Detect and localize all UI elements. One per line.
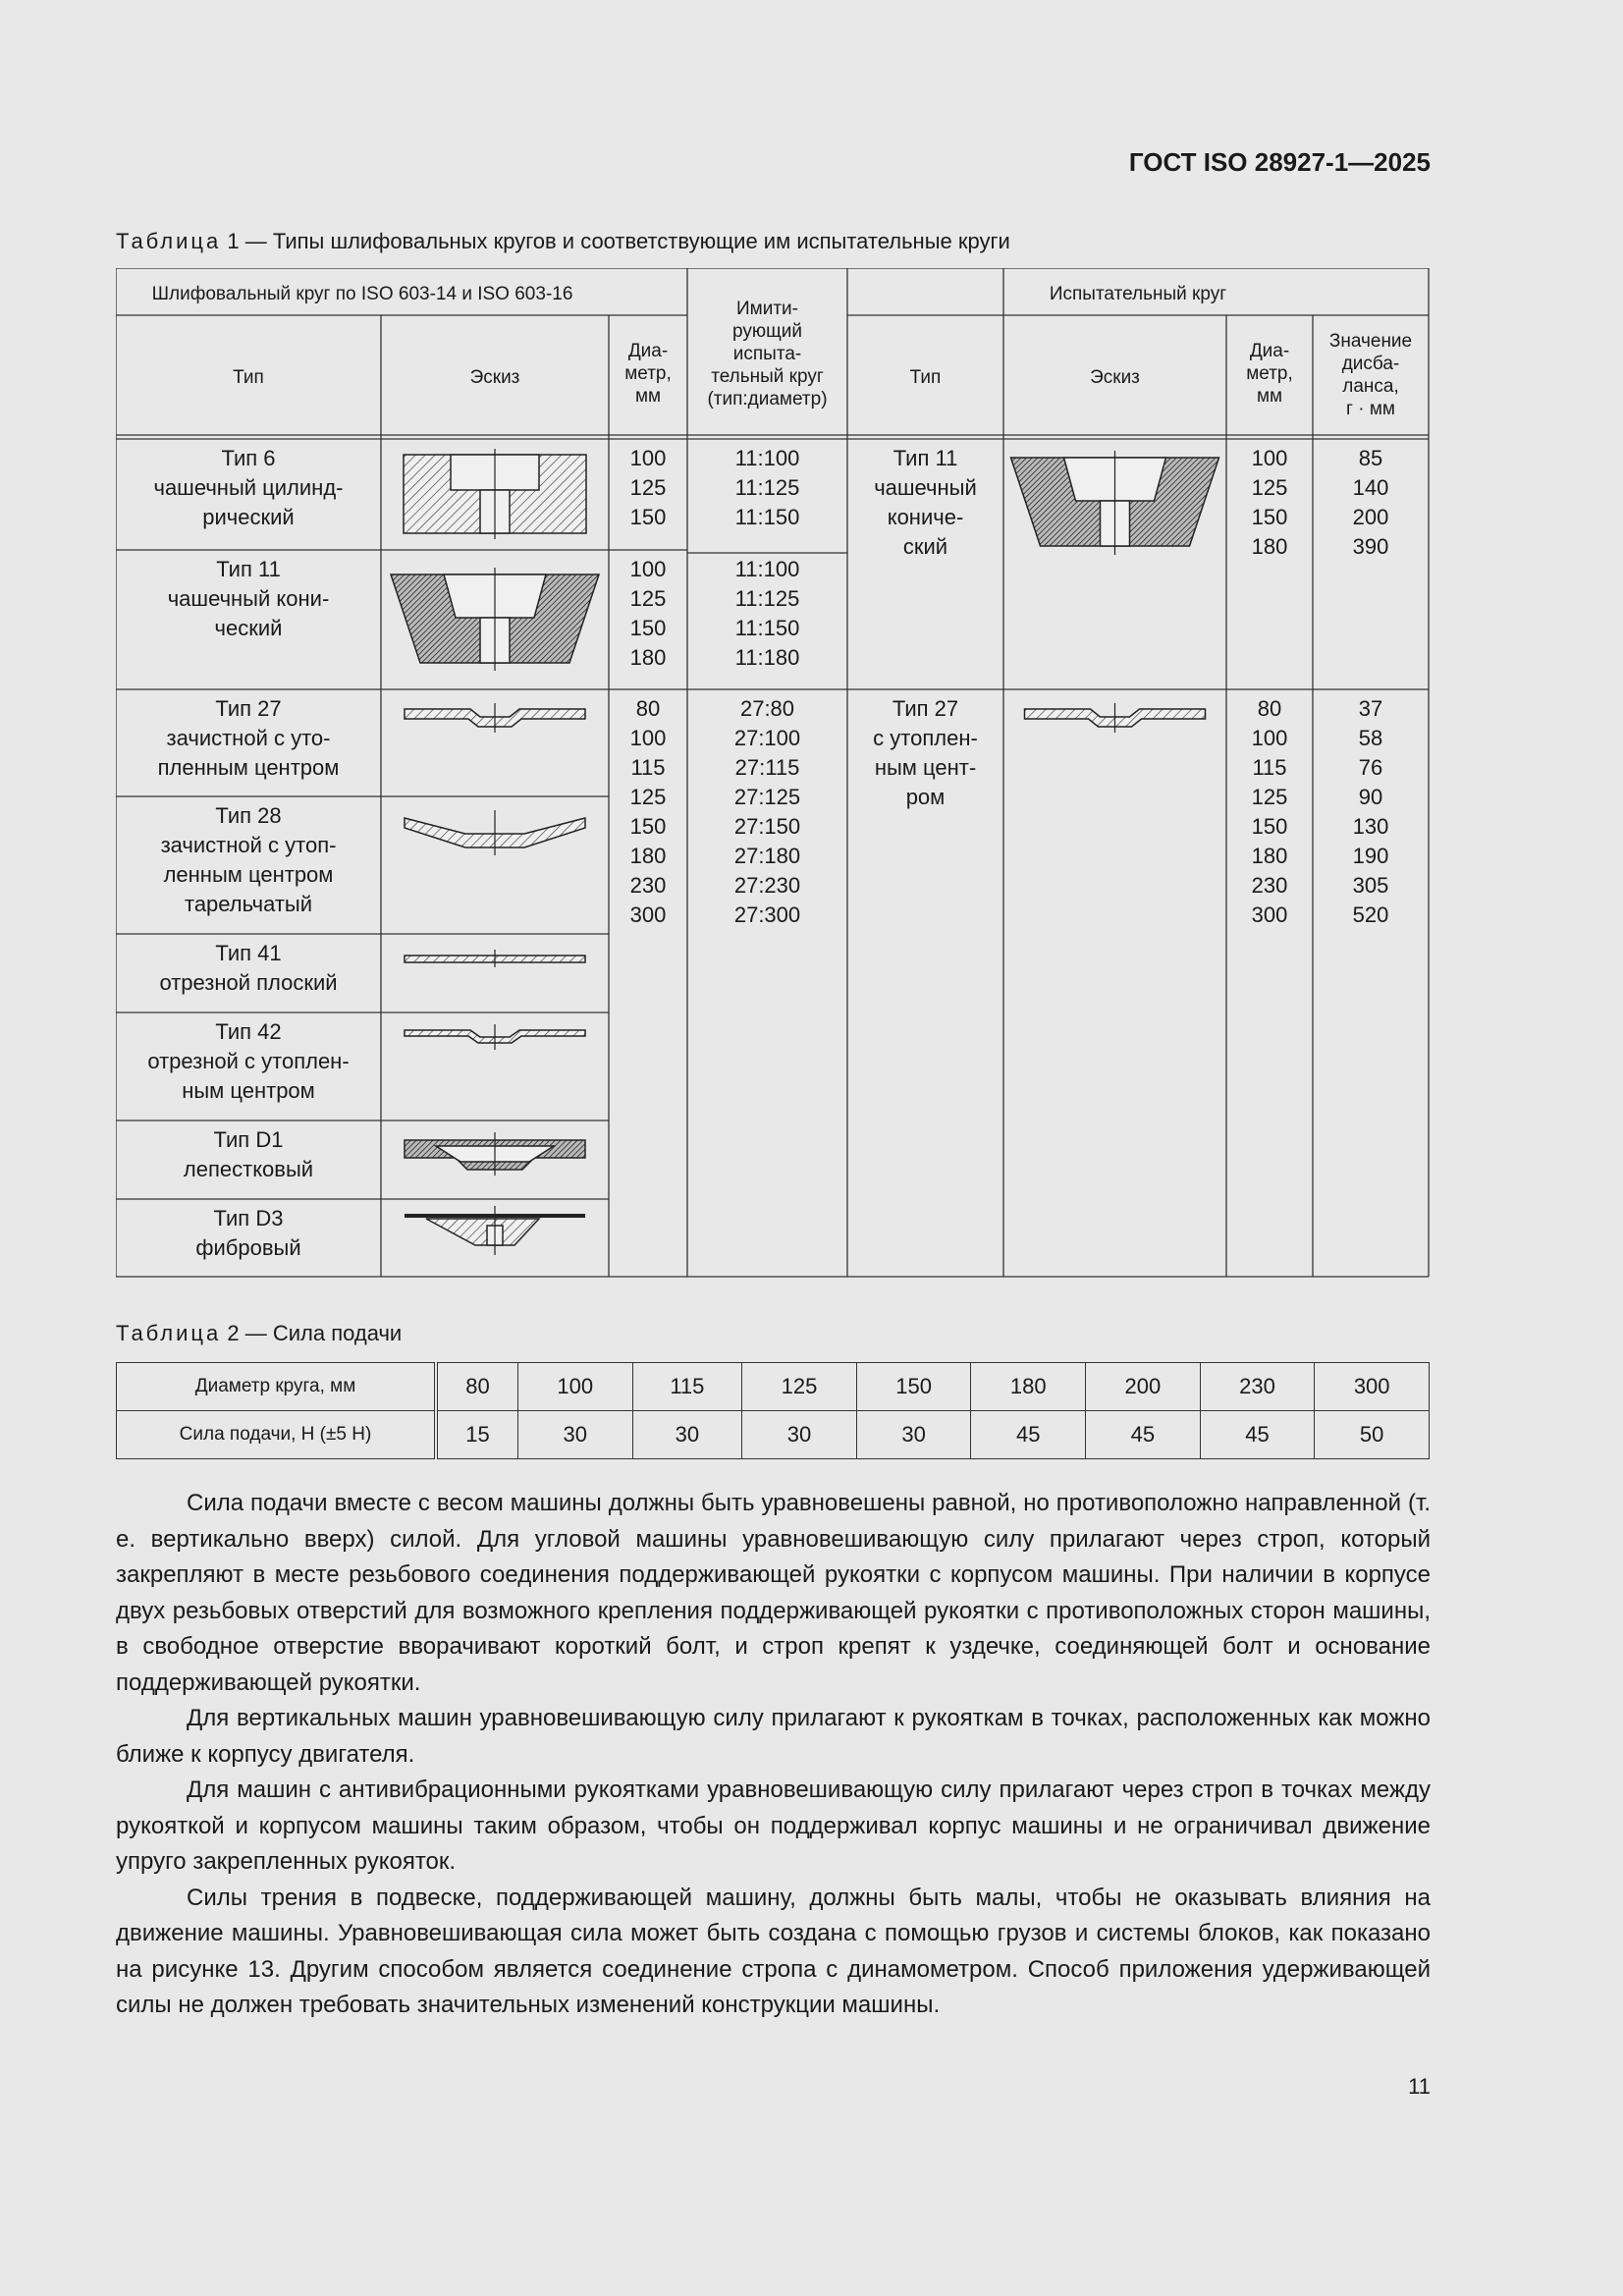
wheel-diameter: 150 xyxy=(629,505,667,529)
table2-caption-label: Таблица xyxy=(116,1321,222,1345)
feed-force-cell: 15 xyxy=(436,1411,517,1459)
wheel-diameter: 125 xyxy=(629,586,667,611)
test-wheel-diameter: 125 xyxy=(1251,785,1288,809)
test-wheel-diameter: 150 xyxy=(1251,814,1288,839)
body-text xyxy=(116,1486,1431,2024)
imitating-wheel: 11:180 xyxy=(734,645,800,670)
test-wheel-diameter: 125 xyxy=(1251,475,1288,500)
header-diameter: метр, xyxy=(624,363,672,384)
wheel-diameter: 80 xyxy=(635,696,661,721)
imitating-wheel: 11:100 xyxy=(734,557,800,581)
diameter-cell: 180 xyxy=(971,1363,1086,1411)
wheel-type-label: Тип 42 xyxy=(215,1019,282,1044)
imbalance-value: 37 xyxy=(1358,696,1383,721)
test-wheel-type-label: кониче- xyxy=(887,505,964,529)
test-wheel-diameter: 80 xyxy=(1257,696,1282,721)
wheel-diameter: 150 xyxy=(629,616,667,640)
feed-force-cell: 45 xyxy=(1200,1411,1315,1459)
table2-feed-force xyxy=(116,1362,1430,1459)
header-grinding-wheel-group: Шлифовальный круг по ISO 603-14 и ISO 603-16 xyxy=(151,284,573,304)
wheel-type-label: чашечный кони- xyxy=(167,586,330,611)
header-imitating-wheel: рующий xyxy=(732,321,802,342)
feed-force-cell: 45 xyxy=(971,1411,1086,1459)
table2-caption xyxy=(116,1321,402,1346)
test-wheel-type-label: чашечный xyxy=(874,475,977,500)
wheel-diameter: 300 xyxy=(629,902,667,927)
header-diameter: Диа- xyxy=(627,341,669,361)
wheel-type-label: Тип 27 xyxy=(215,696,282,721)
header-imitating-wheel: (тип:диаметр) xyxy=(707,389,828,410)
imbalance-value: 140 xyxy=(1352,475,1389,500)
header-test-diameter: мм xyxy=(1256,386,1283,407)
wheel-type-label: фибровый xyxy=(195,1235,301,1260)
table2-caption-text: 2 — Сила подачи xyxy=(227,1321,403,1345)
wheel-diameter: 125 xyxy=(629,785,667,809)
test-wheel-type-label: с утоплен- xyxy=(873,726,978,750)
imitating-wheel: 11:150 xyxy=(734,616,800,640)
imitating-wheel: 27:115 xyxy=(734,755,800,780)
imbalance-value: 305 xyxy=(1352,873,1389,898)
wheel-type-label: Тип D3 xyxy=(213,1206,284,1230)
diameter-cell: 115 xyxy=(632,1363,742,1411)
imitating-wheel: 11:125 xyxy=(734,475,800,500)
imbalance-value: 200 xyxy=(1352,505,1389,529)
wheel-type-label: зачистной с утоп- xyxy=(160,833,337,857)
page-number: 11 xyxy=(1408,2074,1431,2099)
table1 xyxy=(116,268,1432,1280)
table-row xyxy=(117,1363,1430,1411)
wheel-type-label: отрезной с утоплен- xyxy=(147,1049,350,1073)
header-test-type: Тип xyxy=(909,367,942,388)
table1-caption-text: 1 — Типы шлифовальных кругов и соответствующие им испытательные круги xyxy=(227,229,1010,253)
diameter-cell: 230 xyxy=(1200,1363,1315,1411)
paragraph: Силы трения в подвеске, поддерживающей машину, должны быть малы, чтобы не оказывать влияния на движение машины. Уравновешивающая сила может быть создана с помощью грузов и системы блоков, как показано на рисунке 13. Другим способом является соединение стропа с динамометром. Способ приложения удерживающей силы не должен требовать значительных изменений конструкции машины. xyxy=(116,1884,1431,2018)
table-row xyxy=(117,1411,1430,1459)
diameter-cell: 200 xyxy=(1086,1363,1201,1411)
test-wheel-diameter: 180 xyxy=(1251,844,1288,868)
header-test-sketch: Эскиз xyxy=(1090,367,1140,388)
test-wheel-diameter: 115 xyxy=(1252,755,1287,780)
test-wheel-diameter: 300 xyxy=(1251,902,1288,927)
wheel-type-label: Тип 11 xyxy=(216,557,281,581)
test-wheel-type-label: ром xyxy=(905,785,946,809)
header-imbalance: Значение xyxy=(1328,331,1413,352)
header-imbalance: ланса, xyxy=(1342,376,1399,397)
standard-code: ГОСТ ISO 28927-1—2025 xyxy=(1128,147,1431,177)
header-test-diameter: Диа- xyxy=(1249,341,1290,361)
test-wheel-type-label: ский xyxy=(902,534,948,559)
wheel-type-label: зачистной с уто- xyxy=(166,726,331,750)
imbalance-value: 130 xyxy=(1352,814,1389,839)
header-imitating-wheel: Имити- xyxy=(736,299,798,319)
header-imitating-wheel: тельный круг xyxy=(711,366,824,387)
wheel-diameter: 150 xyxy=(629,814,667,839)
imitating-wheel: 27:180 xyxy=(733,844,801,868)
imitating-wheel: 11:150 xyxy=(734,505,800,529)
wheel-type-label: ческий xyxy=(214,616,283,640)
wheel-type-label: отрезной плоский xyxy=(159,970,338,995)
fibre-disc-backing xyxy=(426,1219,539,1245)
imbalance-value: 90 xyxy=(1358,785,1383,809)
imitating-wheel: 27:300 xyxy=(733,902,801,927)
wheel-diameter: 180 xyxy=(629,844,667,868)
imitating-wheel: 27:125 xyxy=(733,785,801,809)
paragraph: Для вертикальных машин уравновешивающую силу прилагают к рукояткам в точках, расположенных как можно ближе к корпусу двигателя. xyxy=(116,1705,1431,1768)
row-label-diameter: Диаметр круга, мм xyxy=(117,1363,437,1411)
header-sketch: Эскиз xyxy=(469,367,520,388)
paragraph: Для машин с антивибрационными рукоятками уравновешивающую силу прилагают через строп в точках между рукояткой и корпусом машины таким образом, чтобы он поддерживал корпус машины и не ограничивал движение упруго закрепленных рукояток. xyxy=(116,1777,1431,1875)
header-type: Тип xyxy=(233,367,264,388)
wheel-type-label: Тип D1 xyxy=(213,1127,284,1152)
imbalance-value: 390 xyxy=(1352,534,1389,559)
imbalance-value: 76 xyxy=(1358,755,1383,780)
imbalance-value: 58 xyxy=(1358,726,1383,750)
test-wheel-diameter: 180 xyxy=(1251,534,1288,559)
feed-force-cell: 30 xyxy=(517,1411,632,1459)
wheel-type-label: Тип 41 xyxy=(215,941,282,965)
row-label-feed-force: Сила подачи, Н (±5 Н) xyxy=(117,1411,437,1459)
test-wheel-diameter: 100 xyxy=(1251,446,1288,470)
header-imbalance: г · мм xyxy=(1346,399,1395,419)
wheel-type-label: Тип 6 xyxy=(221,446,276,470)
imitating-wheel: 11:100 xyxy=(734,446,800,470)
test-wheel-diameter: 230 xyxy=(1251,873,1288,898)
diameter-cell: 80 xyxy=(436,1363,517,1411)
feed-force-cell: 45 xyxy=(1086,1411,1201,1459)
wheel-diameter: 115 xyxy=(630,755,666,780)
wheel-type-label: чашечный цилинд- xyxy=(153,475,344,500)
wheel-type-label: рический xyxy=(202,505,295,529)
wheel-diameter: 100 xyxy=(629,446,667,470)
wheel-diameter: 125 xyxy=(629,475,667,500)
test-wheel-diameter: 100 xyxy=(1251,726,1288,750)
paragraph: Сила подачи вместе с весом машины должны быть уравновешены равной, но противоположно направленной (т. е. вертикально вверх) силой. Для угловой машины уравновешивающую силу прилагают через строп, который закрепляют в месте резьбового соединения поддерживающей рукоятки с корпусом машины. При наличии в корпусе двух резьбовых отверстий для возможного крепления поддерживающей рукоятки с противоположных сторон машины, в свободное отверстие вворачивают короткий болт, и строп крепят к уздечке, соединяющей болт и основание поддерживающей рукоятки. xyxy=(116,1490,1431,1696)
header-imbalance: дисба- xyxy=(1341,354,1400,374)
test-wheel-diameter: 150 xyxy=(1251,505,1288,529)
test-wheel-type-label: Тип 11 xyxy=(893,446,958,470)
wheel-type-label: ленным центром xyxy=(163,862,334,887)
header-diameter: мм xyxy=(634,386,662,407)
wheel-type-label: ным центром xyxy=(182,1078,315,1103)
imbalance-value: 520 xyxy=(1352,902,1389,927)
diameter-cell: 125 xyxy=(742,1363,857,1411)
wheel-type-label: тарельчатый xyxy=(184,892,313,916)
feed-force-cell: 30 xyxy=(632,1411,742,1459)
diameter-cell: 300 xyxy=(1315,1363,1430,1411)
wheel-type-label: Тип 28 xyxy=(215,803,282,828)
feed-force-cell: 30 xyxy=(856,1411,971,1459)
feed-force-cell: 30 xyxy=(742,1411,857,1459)
header-test-wheel-group: Испытательный круг xyxy=(1049,284,1227,304)
header-test-diameter: метр, xyxy=(1246,363,1293,384)
test-wheel-type-label: ным цент- xyxy=(874,755,977,780)
imitating-wheel: 27:100 xyxy=(733,726,801,750)
imitating-wheel: 27:150 xyxy=(733,814,801,839)
wheel-diameter: 180 xyxy=(629,645,667,670)
wheel-type-label: лепестковый xyxy=(183,1157,314,1181)
diameter-cell: 100 xyxy=(517,1363,632,1411)
table1-caption-label: Таблица xyxy=(116,229,222,253)
imbalance-value: 85 xyxy=(1358,446,1383,470)
test-wheel-type-label: Тип 27 xyxy=(892,696,959,721)
table1-caption xyxy=(116,229,1010,254)
imitating-wheel: 27:230 xyxy=(733,873,801,898)
imitating-wheel: 27:80 xyxy=(739,696,795,721)
feed-force-cell: 50 xyxy=(1315,1411,1430,1459)
imbalance-value: 190 xyxy=(1352,844,1389,868)
imitating-wheel: 11:125 xyxy=(734,586,800,611)
wheel-diameter: 100 xyxy=(629,557,667,581)
wheel-type-label: пленным центром xyxy=(157,755,340,780)
header-imitating-wheel: испыта- xyxy=(732,344,802,364)
diameter-cell: 150 xyxy=(856,1363,971,1411)
wheel-diameter: 100 xyxy=(629,726,667,750)
wheel-diameter: 230 xyxy=(629,873,667,898)
